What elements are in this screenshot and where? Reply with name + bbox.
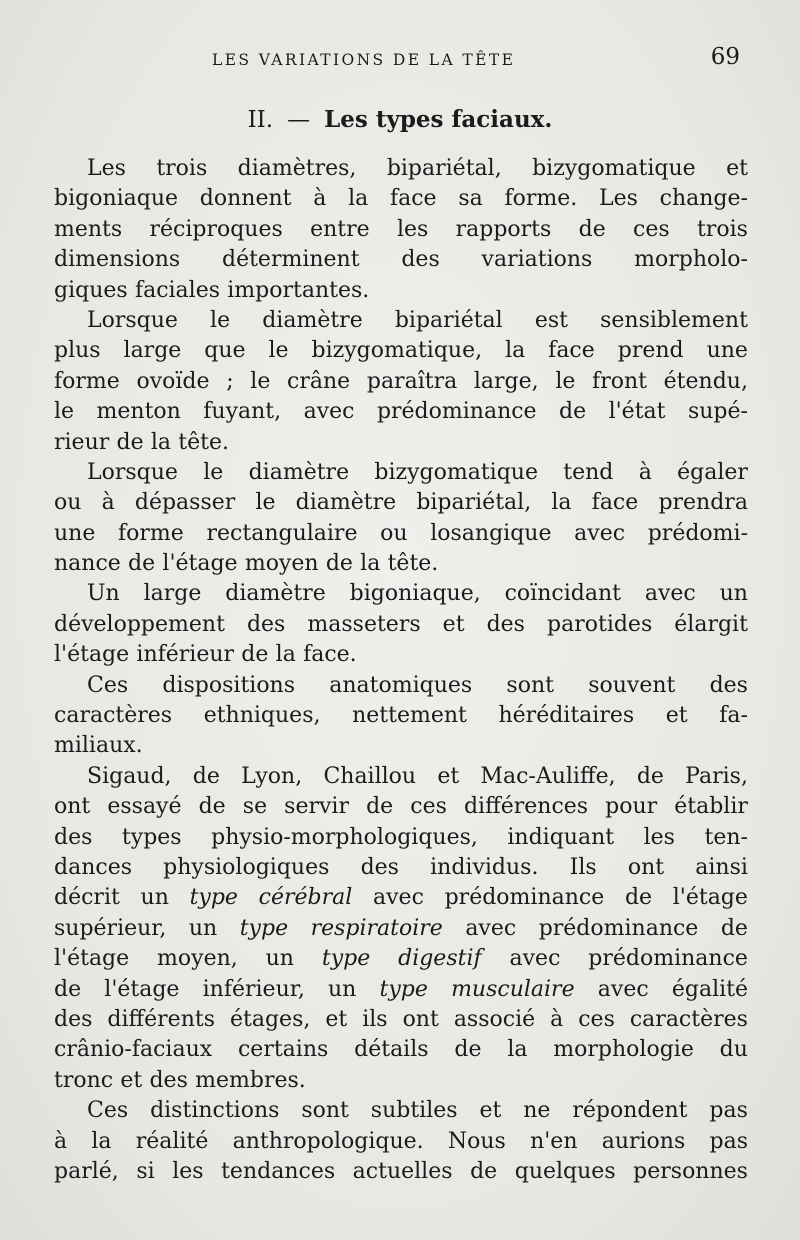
- text-line: [54, 1005, 748, 1035]
- text-line: [54, 549, 748, 579]
- word: diamètre: [262, 307, 363, 333]
- word: la: [505, 338, 526, 364]
- word: cérébral: [258, 885, 353, 911]
- word: plus: [54, 338, 101, 364]
- word: une: [706, 338, 748, 364]
- word: servir: [284, 794, 349, 820]
- word: des: [486, 611, 525, 637]
- page-number: 69: [710, 44, 740, 70]
- word: de: [192, 763, 220, 789]
- word: morpholo-: [634, 247, 748, 273]
- text-line: [54, 428, 748, 458]
- word: à: [101, 490, 115, 516]
- word: type: [189, 885, 238, 911]
- word: bipariétal,: [416, 490, 532, 516]
- word: avec: [465, 915, 517, 941]
- section-separator: —: [287, 107, 311, 133]
- word: à: [638, 459, 652, 485]
- word: parotides: [547, 611, 653, 637]
- word: giques: [54, 277, 128, 303]
- word: Nous: [447, 1128, 506, 1154]
- word: que: [204, 338, 246, 364]
- word: des: [54, 1006, 93, 1032]
- word: et: [120, 1067, 143, 1093]
- word: des: [54, 824, 93, 850]
- word: des: [709, 672, 748, 698]
- text-line: [54, 245, 748, 275]
- word: avec: [644, 581, 696, 607]
- word: pas: [709, 1098, 748, 1124]
- word: de: [578, 216, 606, 242]
- word: forme: [118, 520, 184, 546]
- word: les: [643, 824, 675, 850]
- word: physiologiques: [163, 854, 330, 880]
- word: n'en: [530, 1128, 578, 1154]
- word: losangique: [430, 520, 552, 546]
- word: prédominance: [444, 885, 605, 911]
- word: souvent: [588, 672, 676, 698]
- word: des: [246, 611, 286, 637]
- word: de: [128, 551, 156, 577]
- word: ainsi: [695, 854, 748, 880]
- word: entre: [310, 216, 370, 242]
- word: Lorsque: [87, 459, 178, 485]
- word: dances: [54, 854, 132, 880]
- word: la: [507, 1037, 528, 1063]
- word: prendra: [658, 490, 748, 516]
- word: nance: [54, 551, 121, 577]
- word: Chaillou: [323, 763, 417, 789]
- word: tend: [563, 459, 614, 485]
- word: bipariétal: [394, 307, 503, 333]
- word: héréditaires: [498, 703, 635, 729]
- word: ces: [410, 794, 447, 820]
- word: forme: [54, 368, 120, 394]
- word: ont: [54, 794, 91, 820]
- word: de: [325, 551, 353, 577]
- text-line: [54, 883, 748, 913]
- word: ou: [380, 520, 408, 546]
- word: sensiblement: [600, 307, 748, 333]
- word: du: [719, 1037, 748, 1063]
- text-line: [54, 944, 748, 974]
- word: la: [150, 429, 172, 455]
- text-line: [54, 367, 748, 397]
- word: égaler: [677, 459, 748, 485]
- word: le: [54, 399, 75, 425]
- section-title: Les types faciaux.: [324, 106, 553, 133]
- word: Les: [87, 156, 126, 181]
- word: et: [325, 1006, 348, 1032]
- word: la: [551, 490, 572, 516]
- word: le: [555, 368, 576, 394]
- word: une: [54, 520, 96, 546]
- word: membres.: [195, 1067, 306, 1093]
- text-line: [54, 701, 748, 731]
- word: étendu,: [663, 368, 748, 394]
- word: inférieur,: [202, 976, 305, 1002]
- word: de: [624, 885, 653, 911]
- word: des: [360, 854, 399, 880]
- word: détails: [354, 1037, 429, 1063]
- text-line: [54, 853, 748, 883]
- word: le: [255, 490, 276, 516]
- word: type: [379, 976, 428, 1002]
- word: supé-: [687, 399, 748, 425]
- word: trois: [156, 156, 208, 181]
- text-line: [54, 1127, 748, 1157]
- word: moyen: [244, 551, 319, 577]
- word: type: [321, 946, 371, 972]
- text-line: [54, 1035, 748, 1065]
- word: la: [91, 1128, 112, 1154]
- word: avec: [597, 976, 649, 1002]
- word: prend: [617, 338, 684, 364]
- word: anthropologique.: [232, 1128, 424, 1154]
- word: de: [454, 1037, 482, 1063]
- word: le: [268, 338, 289, 364]
- word: coïncidant: [504, 581, 621, 607]
- word: masseters: [307, 611, 421, 637]
- word: moyen,: [157, 946, 238, 972]
- word: faciales: [134, 277, 221, 303]
- text-line: [54, 610, 748, 640]
- section-number: II.: [247, 107, 274, 133]
- word: et: [479, 1098, 502, 1124]
- word: de: [366, 794, 394, 820]
- text-line: [54, 762, 748, 792]
- word: Les: [598, 186, 638, 212]
- word: la: [275, 642, 296, 668]
- word: la: [348, 186, 369, 212]
- word: anatomiques: [329, 672, 473, 698]
- word: types: [121, 824, 182, 850]
- word: crânio-faciaux: [54, 1037, 213, 1063]
- word: avec: [303, 399, 355, 425]
- word: face: [389, 186, 437, 212]
- word: musculaire: [451, 976, 575, 1002]
- word: tendances: [221, 1158, 336, 1184]
- text-line: [54, 519, 748, 549]
- word: pour: [605, 794, 658, 820]
- text-line: [54, 397, 748, 427]
- word: ou: [54, 490, 82, 516]
- word: avec: [509, 946, 561, 972]
- word: l'étage: [672, 885, 748, 911]
- word: la: [360, 551, 381, 577]
- word: ovoïde: [136, 368, 210, 394]
- text-line: [54, 458, 748, 488]
- word: ;: [226, 368, 234, 394]
- word: front: [592, 368, 647, 394]
- word: bizygomatique: [374, 459, 538, 485]
- text-line: [54, 276, 748, 306]
- word: bigoniaque,: [349, 581, 481, 607]
- word: un: [265, 946, 294, 972]
- word: Sigaud,: [87, 763, 172, 789]
- word: à: [313, 186, 327, 212]
- word: ments: [54, 216, 123, 242]
- word: aurions: [601, 1128, 686, 1154]
- word: actuelles: [352, 1158, 453, 1184]
- word: le: [210, 307, 231, 333]
- word: l'étage: [54, 642, 130, 668]
- word: menton: [96, 399, 181, 425]
- word: ces: [633, 216, 670, 242]
- word: subtiles: [370, 1098, 458, 1124]
- text-line: [54, 914, 748, 944]
- word: tête.: [178, 429, 229, 455]
- text-line: [54, 975, 748, 1005]
- word: et: [442, 611, 465, 637]
- word: de: [241, 642, 269, 668]
- word: essayé: [107, 794, 182, 820]
- text-line: [54, 154, 748, 184]
- word: les: [172, 1158, 204, 1184]
- word: trois: [696, 216, 748, 242]
- word: de: [559, 399, 587, 425]
- word: sa: [458, 186, 483, 212]
- word: paraîtra: [366, 368, 458, 394]
- word: établir: [674, 794, 748, 820]
- word: Ces: [87, 1098, 129, 1124]
- word: le: [203, 459, 224, 485]
- word: prédominance: [376, 399, 537, 425]
- word: les: [396, 216, 429, 242]
- word: Ils: [569, 854, 597, 880]
- text-line: [54, 823, 748, 853]
- word: réalité: [135, 1128, 209, 1154]
- word: rapports: [455, 216, 552, 242]
- word: rectangulaire: [206, 520, 358, 546]
- word: développement: [54, 611, 225, 637]
- word: diamètre: [295, 490, 397, 516]
- word: certains: [237, 1037, 329, 1063]
- word: un: [188, 915, 218, 941]
- word: un: [140, 885, 169, 911]
- word: Un: [87, 581, 120, 607]
- word: bipariétal,: [386, 156, 502, 181]
- word: différences: [463, 794, 589, 820]
- word: nettement: [352, 703, 467, 729]
- word: tronc: [54, 1067, 114, 1093]
- section-heading: [0, 106, 800, 133]
- word: associé: [453, 1006, 536, 1032]
- word: supérieur,: [54, 915, 167, 941]
- word: l'étage: [54, 946, 130, 972]
- word: sont: [301, 1098, 349, 1124]
- text-line: [54, 1096, 748, 1126]
- word: type: [239, 915, 289, 941]
- word: parlé,: [54, 1158, 119, 1184]
- word: crâne: [287, 368, 351, 394]
- word: des: [401, 247, 440, 273]
- word: change-: [659, 186, 748, 212]
- word: donnent: [199, 186, 292, 212]
- page-header: [212, 44, 740, 76]
- word: et: [665, 703, 688, 729]
- text-line: [54, 731, 748, 761]
- word: et: [726, 156, 748, 181]
- word: le: [250, 368, 271, 394]
- word: bigoniaque: [54, 186, 179, 212]
- text-line: [54, 488, 748, 518]
- word: avec: [574, 520, 626, 546]
- word: fuyant,: [203, 399, 282, 425]
- word: avec: [373, 885, 424, 911]
- word: égalité: [671, 976, 748, 1002]
- word: un: [328, 976, 357, 1002]
- word: élargit: [674, 611, 748, 637]
- word: ces: [578, 1006, 615, 1032]
- word: ten-: [704, 824, 748, 850]
- word: large: [123, 338, 182, 364]
- word: différents: [107, 1006, 215, 1032]
- word: répondent: [572, 1098, 688, 1124]
- word: est: [534, 307, 568, 333]
- word: individus.: [430, 854, 539, 880]
- word: étages,: [229, 1006, 311, 1032]
- word: réciproques: [149, 216, 283, 242]
- word: caractères: [629, 1006, 748, 1032]
- word: indiquant: [507, 824, 615, 850]
- word: ont: [402, 1006, 439, 1032]
- word: et: [437, 763, 460, 789]
- word: diamètres,: [237, 156, 357, 181]
- word: dimensions: [54, 247, 181, 273]
- word: quelques: [514, 1158, 616, 1184]
- word: morphologie: [553, 1037, 694, 1063]
- word: dispositions: [162, 672, 296, 698]
- word: importantes.: [227, 277, 370, 303]
- text-line: [54, 1066, 748, 1096]
- word: des: [149, 1067, 188, 1093]
- text-line: [54, 640, 748, 670]
- text-line: [54, 671, 748, 701]
- text-line: [54, 792, 748, 822]
- word: l'état: [608, 399, 666, 425]
- word: bizygomatique: [532, 156, 696, 181]
- word: Lorsque: [87, 307, 178, 333]
- word: Paris,: [685, 763, 748, 789]
- word: face: [548, 338, 595, 364]
- word: bizygomatique,: [311, 338, 483, 364]
- word: un: [719, 581, 748, 607]
- word: caractères: [54, 703, 173, 729]
- word: Mac-Auliffe,: [480, 763, 616, 789]
- word: ethniques,: [203, 703, 321, 729]
- word: large,: [473, 368, 539, 394]
- word: miliaux.: [54, 733, 143, 759]
- word: à: [54, 1128, 68, 1154]
- word: déterminent: [221, 247, 360, 273]
- word: Lyon,: [241, 763, 303, 789]
- word: de: [116, 429, 144, 455]
- word: digestif: [398, 946, 482, 972]
- word: ont: [627, 854, 665, 880]
- word: tête.: [387, 551, 439, 577]
- word: de: [54, 976, 82, 1002]
- word: prédomi-: [647, 520, 748, 546]
- running-title: LES VARIATIONS DE LA TÊTE: [212, 51, 516, 69]
- body-text: [54, 154, 748, 1187]
- word: l'étage: [162, 551, 238, 577]
- word: physio-morphologiques,: [211, 824, 478, 850]
- text-line: [54, 336, 748, 366]
- word: Ces: [87, 672, 129, 698]
- word: large: [143, 581, 202, 607]
- word: prédominance: [538, 915, 699, 941]
- word: de: [470, 1158, 498, 1184]
- word: pas: [709, 1128, 748, 1154]
- word: à: [550, 1006, 564, 1032]
- word: ne: [523, 1098, 551, 1124]
- word: décrit: [54, 885, 120, 911]
- word: dépasser: [134, 490, 236, 516]
- word: diamètre: [248, 459, 350, 485]
- word: variations: [481, 247, 593, 273]
- word: distinctions: [150, 1098, 280, 1124]
- text-line: [54, 579, 748, 609]
- text-line: [54, 184, 748, 214]
- word: prédominance: [588, 946, 748, 972]
- text-line: [54, 1157, 748, 1187]
- word: personnes: [633, 1158, 748, 1184]
- word: forme.: [504, 186, 578, 212]
- word: respiratoire: [310, 915, 443, 941]
- word: si: [136, 1158, 155, 1184]
- word: de: [720, 915, 748, 941]
- word: de: [198, 794, 226, 820]
- word: face.: [303, 642, 357, 668]
- word: diamètre: [225, 581, 326, 607]
- text-line: [54, 215, 748, 245]
- text-line: [54, 306, 748, 336]
- word: sont: [506, 672, 554, 698]
- word: face: [591, 490, 639, 516]
- word: ils: [362, 1006, 388, 1032]
- word: inférieur: [136, 642, 235, 668]
- word: l'étage: [104, 976, 180, 1002]
- word: fa-: [719, 703, 748, 729]
- word: rieur: [54, 429, 110, 455]
- word: se: [242, 794, 268, 820]
- word: de: [636, 763, 664, 789]
